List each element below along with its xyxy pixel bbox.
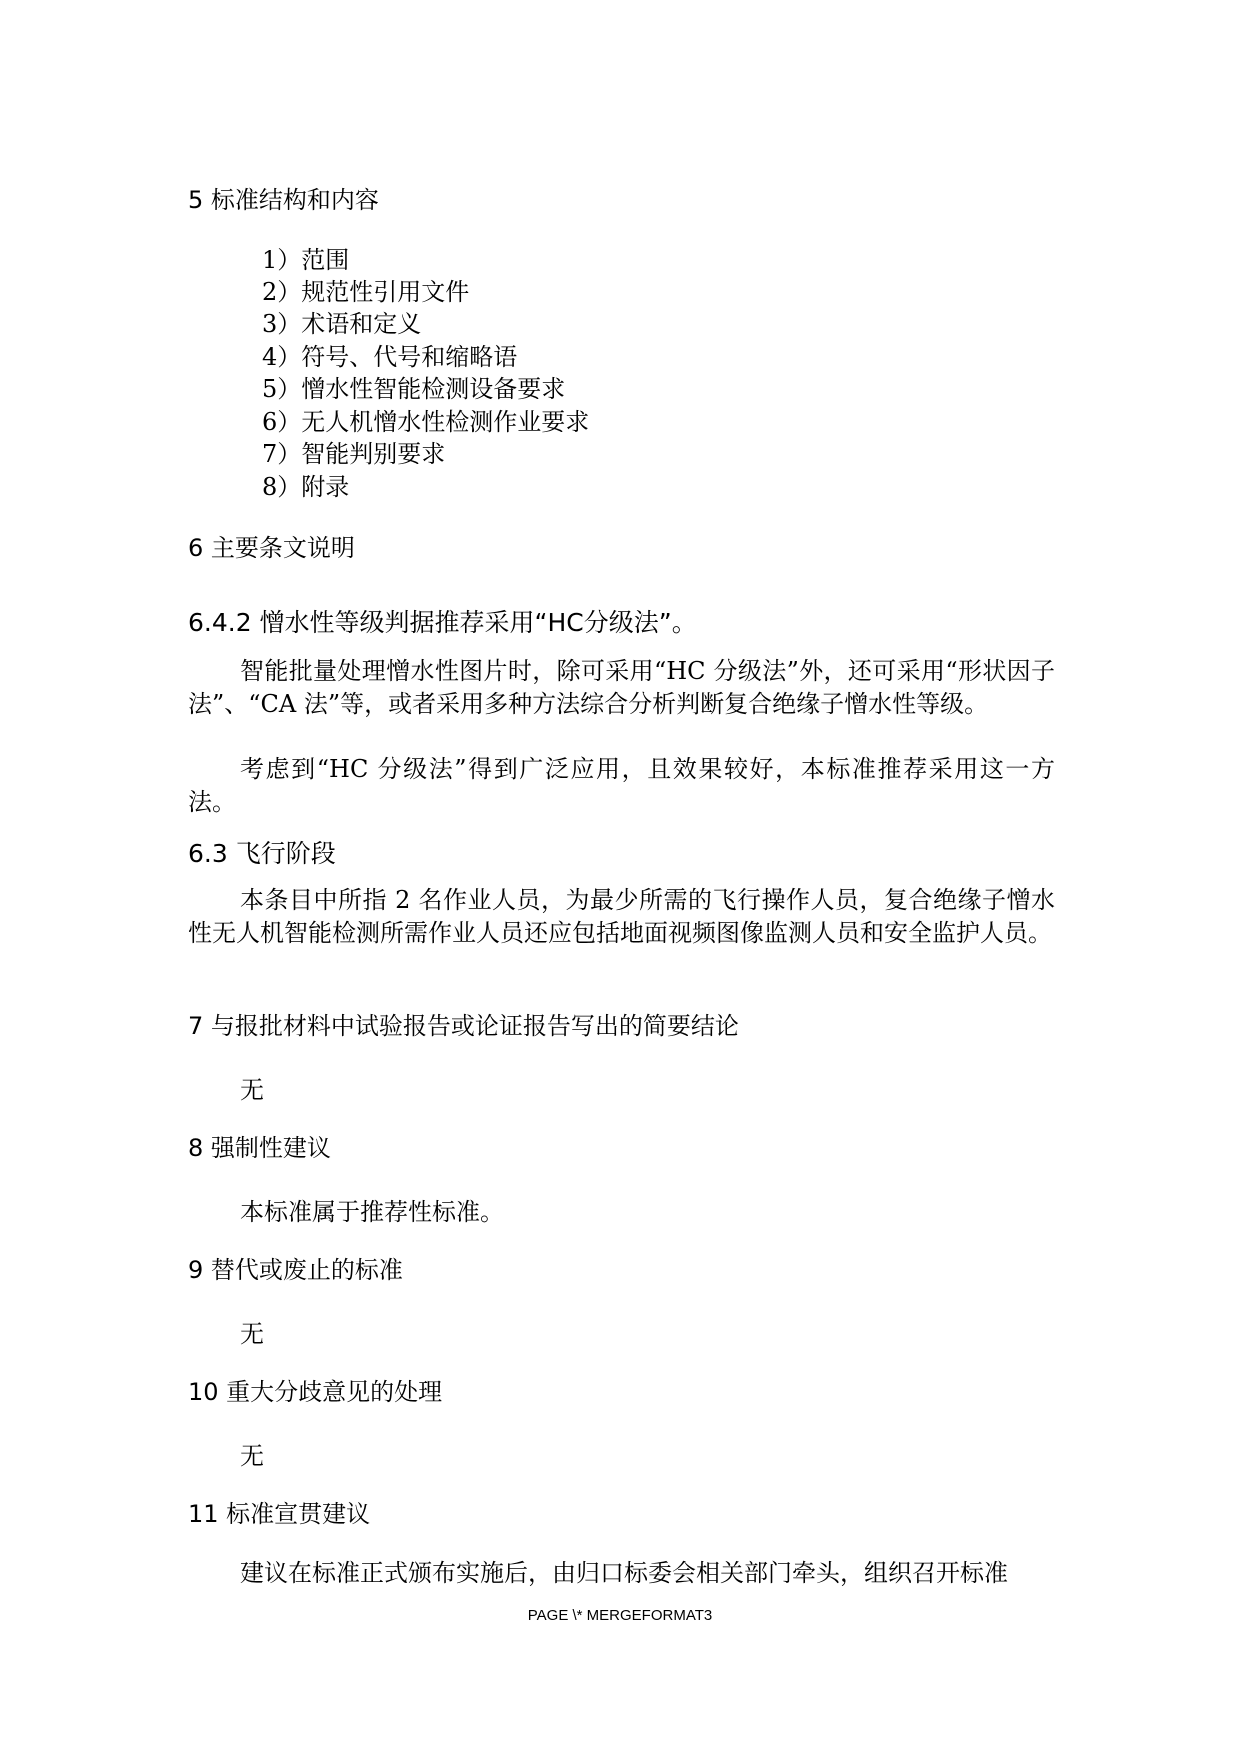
section-6-4-2-paragraph-2: 考虑到“HC 分级法”得到广泛应用，且效果较好，本标准推荐采用这一方法。 xyxy=(188,755,1055,816)
section-9-body: 无 xyxy=(240,1320,264,1348)
section-6-3-heading: 6.3 飞行阶段 xyxy=(188,839,336,868)
section-10-heading: 10 重大分歧意见的处理 xyxy=(188,1378,443,1406)
list-item: 3）术语和定义 xyxy=(262,310,422,338)
list-item: 2）规范性引用文件 xyxy=(262,278,470,306)
section-6-heading: 6 主要条文说明 xyxy=(188,534,355,562)
list-item: 6）无人机憎水性检测作业要求 xyxy=(262,408,590,436)
page-footer: PAGE \* MERGEFORMAT3 xyxy=(527,1607,713,1624)
section-6-4-2-heading: 6.4.2 憎水性等级判据推荐采用“HC分级法”。 xyxy=(188,608,697,637)
list-item: 4）符号、代号和缩略语 xyxy=(262,343,518,371)
list-item: 1）范围 xyxy=(262,246,350,274)
section-7-body: 无 xyxy=(240,1076,264,1104)
section-11-paragraph: 建议在标准正式颁布实施后，由归口标委会相关部门牵头，组织召开标准 xyxy=(240,1559,1008,1587)
section-11-heading: 11 标准宣贯建议 xyxy=(188,1500,371,1528)
list-item: 5）憎水性智能检测设备要求 xyxy=(262,375,566,403)
list-item: 8）附录 xyxy=(262,473,350,501)
section-6-4-2-paragraph-1: 智能批量处理憎水性图片时，除可采用“HC 分级法”外，还可采用“形状因子法”、“CA 法”等，或者采用多种方法综合分析判断复合绝缘子憎水性等级。 xyxy=(188,657,1055,718)
section-8-heading: 8 强制性建议 xyxy=(188,1134,331,1162)
section-8-body: 本标准属于推荐性标准。 xyxy=(240,1198,504,1226)
list-item: 7）智能判别要求 xyxy=(262,440,446,468)
section-10-body: 无 xyxy=(240,1442,264,1470)
section-5-heading: 5 标准结构和内容 xyxy=(188,186,379,214)
section-7-heading: 7 与报批材料中试验报告或论证报告写出的简要结论 xyxy=(188,1012,739,1040)
section-6-3-paragraph: 本条目中所指 2 名作业人员，为最少所需的飞行操作人员，复合绝缘子憎水性无人机智能检测所需作业人员还应包括地面视频图像监测人员和安全监护人员。 xyxy=(188,886,1055,947)
section-9-heading: 9 替代或废止的标准 xyxy=(188,1256,403,1284)
